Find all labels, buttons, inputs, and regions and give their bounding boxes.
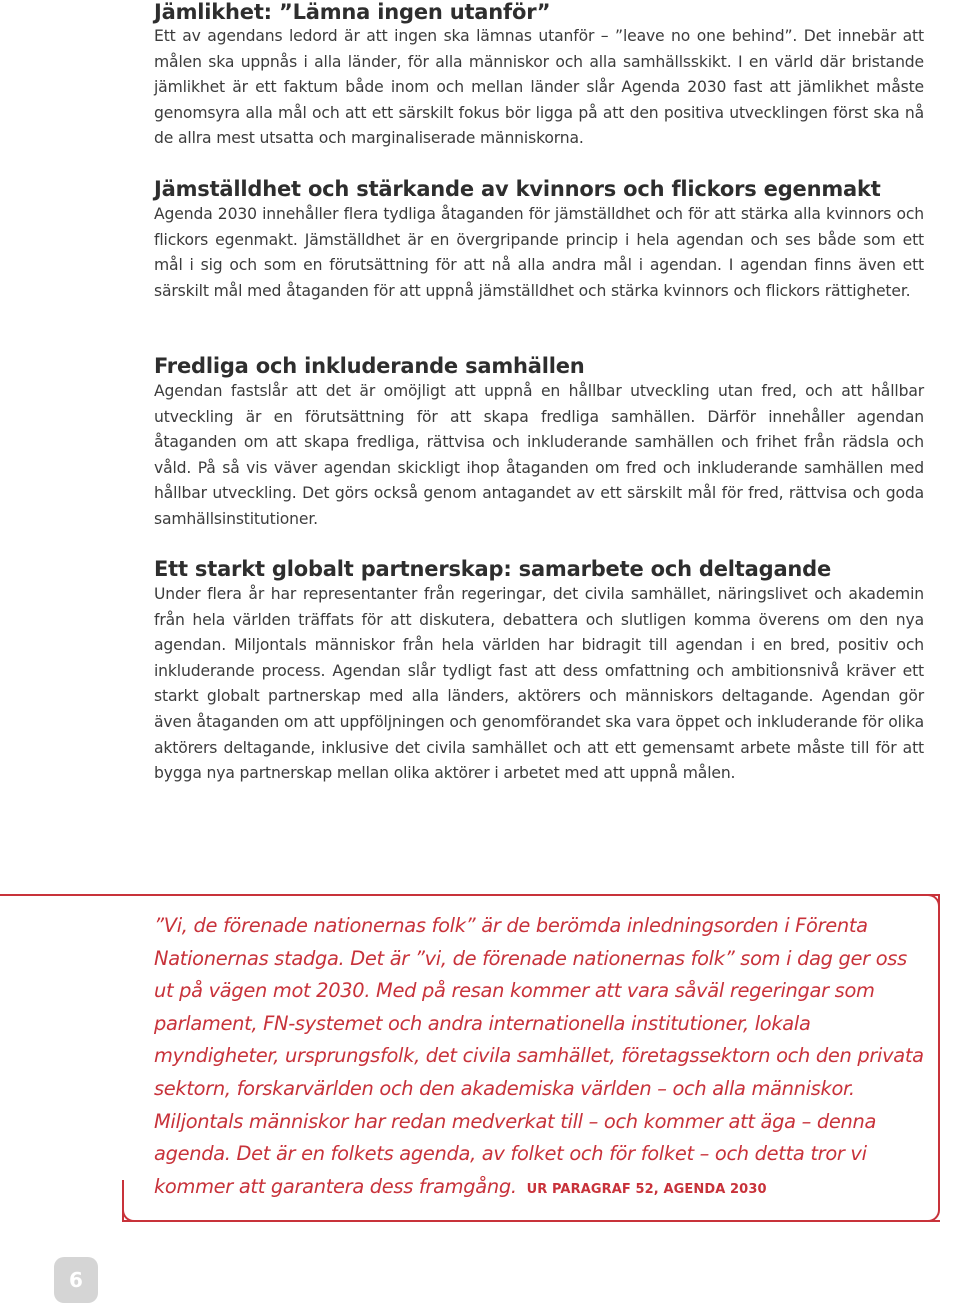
section-heading: Jämställdhet och stärkande av kvinnors och flickors egenmakt	[154, 177, 881, 201]
section-body: Under flera år har representanter från regeringar, det civila samhället, näringslivet och akademin från hela världen träffats för att diskutera, debattera och slutligen komma överens om den nya agendan. Miljontals människor från hela världen har bidragit till agendan i en bred, positiv och inkluderande process. Agendan slår tydligt fast att dess omfattning och ambitionsnivå kräver ett starkt globalt partnerskap med alla länders, aktörers och människors deltagande. Agendan gör även åtaganden om att uppföljningen och genomförandet ska vara öppet och inkluderande för olika aktörers deltagande, inklusive det civila samhället och att ett gemensamt arbete måste till för att bygga nya partnerskap mellan olika aktörer i arbetet med att uppnå målen.	[154, 585, 924, 783]
quote-border-bottom	[124, 1220, 940, 1222]
section-equality	[154, 0, 924, 152]
section-heading: Ett starkt globalt partnerskap: samarbete och deltagande	[154, 557, 832, 581]
quote-text	[154, 910, 930, 1206]
section-peaceful-societies	[154, 353, 924, 533]
section-global-partnership	[154, 556, 924, 787]
section-heading: Fredliga och inkluderande samhällen	[154, 354, 585, 378]
quote-box	[0, 890, 960, 1226]
page-number: 6	[69, 1268, 83, 1292]
section-body: Agenda 2030 innehåller flera tydliga åtaganden för jämställdhet och för att stärka alla kvinnors och flickors egenmakt. Jämställdhet är en övergripande princip i hela agendan och ses både som ett mål i sig och som en förutsättning för att nå alla andra mål i agendan. I agendan finns även ett särskilt mål med åtaganden för att uppnå jämställdhet och stärka kvinnors och flickors rättigheter.	[154, 205, 924, 300]
section-gender-equality	[154, 176, 924, 304]
quote-border-right	[938, 894, 940, 1208]
page-number-badge	[54, 1257, 98, 1303]
quote-body: ”Vi, de förenade nationernas folk” är de berömda inledningsorden i Förenta Nationernas stadga. Det är ”vi, de förenade nationernas folk” som i dag ger oss ut på vägen mot 2030. Med på resan kommer att vara såväl regeringar som parlament, FN-systemet och andra internationella institutioner, lokala myndigheter, ursprungsfolk, det civila samhället, företagssektorn och den privata sektorn, forskarvärlden och den akademiska världen – och alla människor. Miljontals människor har redan medverkat till – och kommer att äga – denna agenda. Det är en folkets agenda, av folket och för folket – och detta tror vi kommer att garantera dess framgång.	[154, 914, 924, 1198]
section-body: Ett av agendans ledord är att ingen ska lämnas utanför – ”leave no one behind”. Det innebär att målen ska uppnås i alla länder, för alla människor och alla samhällsskikt. I en värld där bristande jämlikhet är ett faktum både inom och mellan länder slår Agenda 2030 fast att jämlikhet måste genomsyra alla mål och att ett särskilt fokus bör ligga på att den positiva utvecklingen först ska nå de allra mest utsatta och marginaliserade människorna.	[154, 27, 924, 148]
section-heading: Jämlikhet: ”Lämna ingen utanför”	[154, 0, 551, 24]
quote-source: UR PARAGRAF 52, AGENDA 2030	[526, 1181, 767, 1197]
quote-border-top	[0, 894, 940, 896]
section-body: Agendan fastslår att det är omöjligt att uppnå en hållbar utveckling utan fred, och att hållbar utveckling är en förutsättning för att skapa fredliga samhällen. Därför innehåller agendan åtaganden om att skapa fredliga, rättvisa och inkluderande samhällen och frihet från rädsla och våld. På så vis väver agendan skickligt ihop åtaganden om fred och inkluderande samhällen med hållbar utveckling. Det görs också genom antagandet av ett särskilt mål för fred, rättvisa och goda samhällsinstitutioner.	[154, 382, 924, 528]
